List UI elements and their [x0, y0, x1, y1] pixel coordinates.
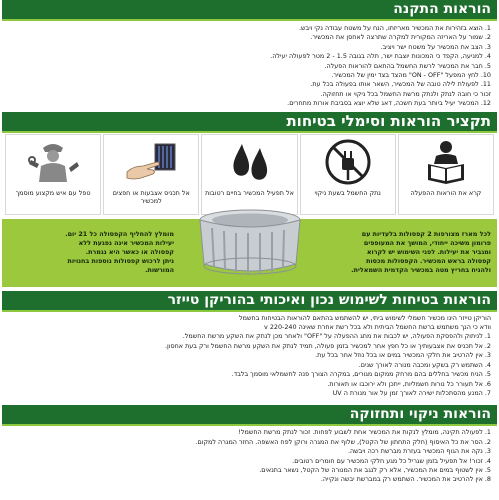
- note-line: מומלץ להחליף הקפסולה כל 21 יום.: [65, 230, 174, 239]
- note-line: ניתן לרכוש קפסולות נוספות בחנויות: [67, 257, 174, 266]
- list-item: 1. לניתוק ולהפסקת הפעולה, יש לכבות את מתג ההפעלה על "OFF" ולאחר מכן לנתק את השקע מרשת החשמל.: [182, 332, 491, 341]
- no-water-drops-icon: [222, 138, 278, 186]
- cleaning-list: [0, 424, 499, 487]
- list-item: 4. השתמש רק בשקע ומכבה מנורה לאורך שנים.: [358, 360, 491, 369]
- capsule-image: [180, 219, 319, 287]
- safety-icon-cell: [300, 134, 396, 215]
- uv-safety-section: [0, 291, 499, 402]
- list-item: 2. שמור על האריזה המקורית למקרה שתרצה לאחסן את המכשיר.: [310, 33, 491, 42]
- note-line: ומגביר את יעילות. לפני השימוש יש לקרוא: [366, 248, 491, 257]
- icon-caption: אל תפעיל המכשיר בחיים רטובות: [205, 188, 294, 197]
- note-right-text: [319, 230, 497, 275]
- list-item: 7. המנע מהסתכלות ישירה לאורך זמן על אור מנורת ה UV: [332, 388, 491, 397]
- list-item: 3. נקה את הגוף המכשיר בעזרת מברשת רכה ויבשה.: [347, 447, 491, 456]
- list-item: הוריקן טייזר הינו מכשיר חשמלי לשימוש ביתי, יש להשתמש בהתאם להוראות הבטיחות בחשמל: [239, 313, 491, 322]
- icon-caption: קרא את הוראות ההפעלה: [410, 188, 482, 197]
- note-line: קפסולה בראש המכשיר. הקפסולות מכסות: [366, 257, 491, 266]
- note-line: ולהניח בחריץ מטה במכשיר הקדמית השמאלית.: [351, 266, 491, 275]
- note-line: קפסולה או כאשר היא נגמרת.: [85, 248, 174, 257]
- install-list: [0, 19, 499, 112]
- list-item: זכור כי חובה לנתק ולנתק מרשת החשמל בכל ניקוי או תחזוקה.: [320, 89, 491, 98]
- install-section: [0, 0, 499, 112]
- list-item: 12. המכשיר יעיל ביותר בעת חשכה, דאג שלא יוצא בסביבת אורות מתחרים.: [287, 99, 491, 108]
- icon-caption: נתק החשמל בשעת ניקוי: [314, 188, 381, 197]
- list-item: 8. אין להרטיב את המכשיר. השתמש רק במברשת יבשה ונקייה.: [320, 475, 491, 484]
- list-item: 1. הוצא בזהירות את המכשיר מאריזתו, הנח על משטח עבודה נקי ויבש.: [298, 24, 491, 32]
- list-item: 6. אל תעורר כל נורות חשמליות, ייתכן ולא ירוכבו או תאורות.: [327, 379, 491, 388]
- list-item: 4. זכור! אל תפעיל בזמן שגריל כל מגע חלקי המכשיר עם חומרים רטובים.: [292, 456, 491, 465]
- note-line: יעילות המכשיר אינה נפגעת ללא: [78, 239, 174, 248]
- list-item: 5. אין לשטוף במים את המכשיר, אלא רק לנגב את המנורה של הקטל, נשאר בתנאים.: [259, 465, 491, 474]
- capsule-note-band: [2, 219, 497, 287]
- no-touch-icon: [123, 138, 179, 186]
- safety-icon-cell: [398, 134, 494, 215]
- note-line: פרומון משיכה ייחודי, המושך את המעופפים: [363, 239, 491, 248]
- safety-icon-cell: [201, 134, 297, 215]
- list-item: 5. חבר את המכשיר לרשת החשמל בהתאם להוראות הפעלה.: [324, 61, 491, 70]
- list-item: 4. למניעה, הקפד כי המכונות יוצבת ישר, תלה בגובה 1.5 - 2 מטר לפעולה יעילה.: [270, 52, 491, 61]
- list-item: 3. אין להרטיב את חלקי המכשיר במים או בכל נוזל אחר בכל עת.: [315, 351, 491, 360]
- list-item: וודא כי הנך משתמש ברשת החשמל הביתית ולא בכל רשת אחרת שאינה 220-240 v: [264, 323, 491, 332]
- icon-caption: אל תכניס אצבעות או חפצים למכשיר: [112, 188, 190, 205]
- capsule-icon: [190, 204, 310, 288]
- list-item: 11. לפעולת לילה טובה של המכשיר, השאר אותו בפעולה בכל עת.: [310, 80, 491, 89]
- list-item: 3. הצב את המכשיר על משטח ישר ויציב.: [380, 42, 491, 51]
- cleaning-section: [0, 405, 499, 487]
- list-item: 1. לפעולה תקינה, מומלץ לנקות את המכשיר אחת לשבוע לפחות. זכור לנתק מרשת החשמל!: [238, 428, 491, 437]
- note-left-text: [2, 230, 180, 275]
- cleaning-title: הוראות ניקוי ותחזוקה: [2, 405, 497, 424]
- technician-icon: [25, 138, 81, 186]
- safety-title: תקציר הוראות וסימלי בטיחות: [2, 112, 497, 131]
- list-item: 2. הסר את כל האיסוף (חלק התחתון של הקטל), שלוף את המגרה ורוקן לפח האשפה. החזר המגרה למקום.: [195, 437, 491, 446]
- list-item: 10. לחץ המפעל "ON - OFF" מהצד בצד ימין של המכשיר.: [331, 71, 491, 80]
- uv-safety-title: הוראות בטיחות לשימוש נכון ואיכותי בהוריקן טייזר: [2, 291, 497, 310]
- safety-section: [0, 112, 499, 215]
- icon-caption: טפל עם איש מקצוע מוסמך: [15, 188, 91, 197]
- list-item: 2. אל תכניס את אצבעותיך או כל חפץ אחר למכשיר בזמן פעולה, תמיד לנתק את השקע מרשת החשמל ורק בעת אחסון.: [164, 341, 491, 350]
- note-line: לכל מארז מצורפות 2 קפסולות בלעדיות עם: [361, 230, 491, 239]
- list-item: 5. הניח מכשיר בחללים בהם מרחק ממקום מגורים, במקרה הצורך פנה לחשמלאי מוסמך בלבד.: [231, 370, 491, 379]
- install-title: הוראות התקנה: [2, 0, 497, 19]
- unplug-icon: [320, 138, 376, 186]
- safety-icons-row: [0, 131, 499, 215]
- safety-icon-cell: [5, 134, 101, 215]
- safety-icon-cell: [103, 134, 199, 215]
- note-line: המורשות.: [145, 266, 174, 275]
- read-manual-icon: [418, 138, 474, 186]
- uv-safety-list: [0, 310, 499, 402]
